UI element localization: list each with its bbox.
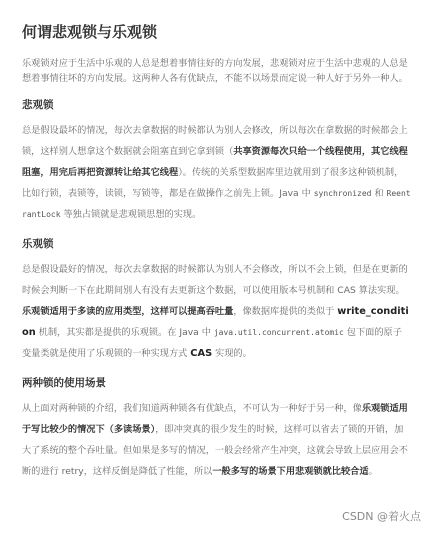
text-span: ，即冲突真的很少发生的时候，这样可以省去了锁的开销，加大了系统的整个吞吐量。但如果是多写的情况，一般会经常产生冲突，这就会导致上层应用会不断的进行 retry，这样反倒是降低了性能，所以 [22, 424, 408, 477]
heading-optimistic: 乐观锁 [22, 238, 54, 250]
intro-paragraph: 乐观锁对应于生活中乐观的人总是想着事情往好的方向发展，悲观锁对应于生活中悲观的人总是想着事情往坏的方向发展。这两种人各有优缺点，不能不以场景而定说一种人好于另外一种人。 [22, 58, 408, 84]
watermark: CSDN @着火点 [342, 510, 421, 523]
emphasis-span: 一般多写的场景下用悲观锁就比较合适 [212, 466, 369, 477]
text-span: 实现的。 [212, 348, 252, 359]
text-span: 机制，其实都是提供的乐观锁。在 Java 中 [35, 327, 214, 338]
inline-code: ReentrantLock [22, 189, 411, 219]
heading-scenario: 两种锁的使用场景 [22, 377, 106, 389]
inline-code: synchronized [313, 189, 372, 198]
inline-keyword: write_condition [22, 306, 409, 338]
text-span: 。 [368, 466, 378, 477]
heading-pessimistic: 悲观锁 [22, 99, 54, 111]
inline-keyword: CAS [190, 348, 213, 359]
emphasis-span: 乐观锁适用于多读的应用类型，这样可以提高吞吐量 [22, 306, 234, 317]
optimistic-paragraph [22, 259, 411, 364]
text-span: 等独占锁就是悲观锁思想的实现。 [60, 209, 202, 220]
emphasis-span: 乐观锁适用于写比较少的情况下（多读场景） [22, 403, 408, 435]
text-span: 从上面对两种锁的介绍，我们知道两种锁各有优缺点，不可认为一种好于另一种，像 [22, 403, 362, 414]
emphasis-span: 共享资源每次只给一个线程使用，其它线程阻塞，用完后再把资源转让给其它线程 [22, 146, 408, 178]
page-title: 何谓悲观锁与乐观锁 [22, 23, 158, 41]
scenario-paragraph [22, 398, 411, 482]
text-span: 总是假设最好的情况，每次去拿数据的时候都认为别人不会修改，所以不会上锁，但是在更新的时候会判断一下在此期间别人有没有去更新这个数据，可以使用版本号机制和 CAS 算法实现。 [22, 264, 408, 296]
text-span: 总是假设最坏的情况，每次去拿数据的时候都认为别人会修改，所以每次在拿数据的时候都会上锁，这样别人想拿这个数据就会阻塞直到它拿到锁（ [22, 125, 408, 157]
text-span: 包下面的原子变量类就是使用了乐观锁的一种实现方式 [22, 327, 402, 359]
inline-code: java.util.concurrent.atomic [213, 328, 344, 337]
text-span: ，像数据库提供的类似于 [233, 306, 338, 317]
pessimistic-paragraph [22, 120, 411, 225]
text-span: ）。传统的关系型数据库里边就用到了很多这种锁机制，比如行锁，表锁等，读锁，写锁等，都是在做操作之前先上锁。Java 中 [22, 167, 404, 199]
text-span: 和 [371, 188, 387, 199]
